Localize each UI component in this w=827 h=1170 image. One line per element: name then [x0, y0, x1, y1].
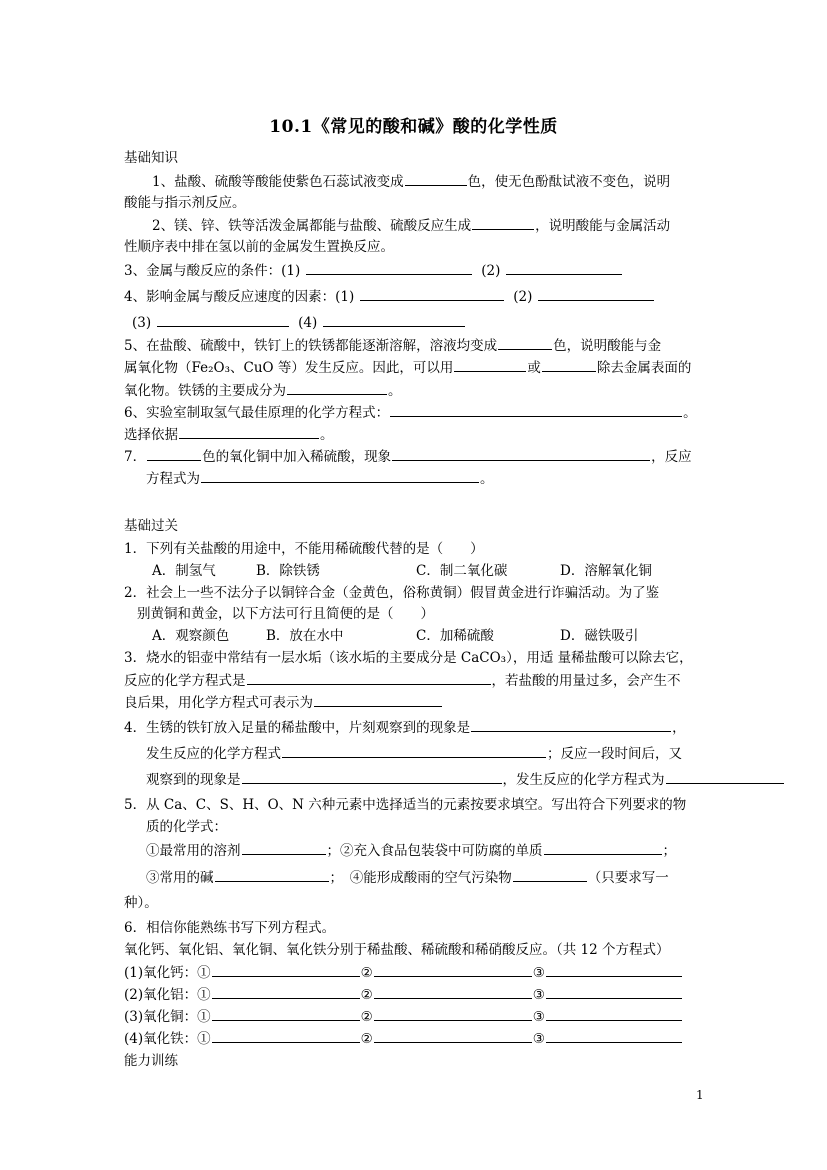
bp3-text-b: 反应的化学方程式是 [124, 673, 246, 689]
bp4-text-c: 发生反应的化学方程式 [146, 746, 281, 762]
bp3-line1: 3．烧水的铝壶中常结有一层水垢（该水垢的主要成分是 CaCO₃），用适 量稀盐酸可以除去它， [124, 650, 693, 666]
kq2-line1 [152, 215, 670, 236]
bp6-line1: 6．相信你能熟练书写下列方程式。 [124, 920, 336, 936]
answer-blank[interactable] [538, 286, 654, 301]
bp5-text-e: ； [662, 843, 676, 859]
row-label: (4)氧化铁：① [124, 1031, 211, 1047]
circle-3: ③ [532, 1009, 545, 1025]
answer-blank[interactable] [157, 312, 289, 327]
answer-blank[interactable] [212, 962, 360, 977]
option-c[interactable]: C．制二氧化碳 [416, 563, 508, 579]
bp5-line2: 质的化学式： [146, 819, 227, 835]
answer-blank[interactable] [374, 984, 532, 999]
kq7-text-e: 。 [480, 471, 494, 487]
answer-blank[interactable] [247, 670, 491, 685]
answer-blank[interactable] [314, 692, 442, 707]
page-title: 10.1《常见的酸和碱》酸的化学性质 [269, 117, 558, 137]
answer-blank[interactable] [498, 335, 552, 350]
kq7-text-c: ，反应 [651, 449, 692, 465]
answer-blank[interactable] [282, 743, 546, 758]
answer-blank[interactable] [546, 984, 682, 999]
kq7-line2 [146, 468, 494, 489]
equation-row-cao [124, 962, 683, 983]
bp4-text-a: 4．生锈的铁钉放入足量的稀盐酸中，片刻观察到的现象是 [124, 720, 471, 736]
kq3-line [124, 260, 623, 281]
answer-blank[interactable] [374, 1006, 532, 1021]
kq2-line2: 性顺序表中排在氢以前的金属发生置换反应。 [124, 239, 394, 255]
equation-row-cuo [124, 1006, 683, 1027]
circle-3: ③ [532, 965, 545, 981]
bp1-options [152, 561, 652, 581]
circle-2: ② [360, 965, 373, 981]
kq3-text-b: (2) [481, 263, 501, 279]
kq1-line2: 酸能与指示剂反应。 [124, 195, 246, 211]
bp4-line1 [124, 717, 686, 738]
answer-blank[interactable] [542, 357, 596, 372]
circle-3: ③ [532, 987, 545, 1003]
answer-blank[interactable] [506, 260, 622, 275]
bp2-line1: 2．社会上一些不法分子以铜锌合金（金黄色，俗称黄铜）假冒黄金进行诈骗活动。为了鉴 [124, 585, 660, 601]
bp5-text-h: （只要求写一 [587, 870, 669, 886]
answer-blank[interactable] [546, 962, 682, 977]
answer-blank[interactable] [374, 962, 532, 977]
bp2-options [152, 626, 638, 646]
kq2-text-a: 2、镁、锌、铁等活泼金属都能与盐酸、硫酸反应生成 [152, 218, 472, 234]
equation-row-fe2o3 [124, 1028, 683, 1049]
bp4-text-f: ，发生反应的化学方程式为 [502, 772, 665, 788]
answer-blank[interactable] [212, 1006, 360, 1021]
answer-blank[interactable] [546, 1028, 682, 1043]
kq7-text-b: 色的氧化铜中加入稀硫酸，现象 [202, 449, 392, 465]
answer-blank[interactable] [242, 840, 326, 855]
circle-3: ③ [532, 1031, 545, 1047]
answer-blank[interactable] [212, 984, 360, 999]
answer-blank[interactable] [513, 867, 587, 882]
answer-blank[interactable] [323, 312, 465, 327]
bp4-line2 [146, 743, 682, 764]
section-heading-ability: 能力训练 [124, 1053, 178, 1069]
option-a[interactable]: A．制氢气 [152, 563, 216, 579]
kq6-text-a: 6、实验室制取氢气最佳原理的化学方程式： [124, 405, 390, 421]
kq5-text-g: 。 [388, 383, 402, 399]
bp5-text-f: ③常用的碱 [146, 870, 214, 886]
answer-blank[interactable] [546, 1006, 682, 1021]
circle-2: ② [360, 1031, 373, 1047]
kq5-text-c: 属氧化物（Fe₂O₃、CuO 等）发生反应。因此，可以用 [124, 360, 454, 376]
bp4-text-e: 观察到的现象是 [146, 772, 241, 788]
kq2-text-b: ，说明酸能与金属活动 [535, 218, 671, 234]
row-label: (3)氧化铜：① [124, 1009, 211, 1025]
equation-row-al2o3 [124, 984, 683, 1005]
answer-blank[interactable] [471, 717, 671, 732]
answer-blank[interactable] [392, 446, 650, 461]
kq5-line1 [124, 335, 661, 356]
kq5-text-e: 除去金属表面的 [596, 360, 692, 376]
kq5-line2 [124, 357, 691, 378]
bp5-line3 [146, 840, 676, 861]
bp1-question: 1．下列有关盐酸的用途中，不能用稀硫酸代替的是（ ） [124, 541, 484, 557]
kq4-text-c: (3) [132, 315, 152, 331]
bp3-line2 [124, 670, 681, 691]
bp4-text-b: ， [672, 720, 686, 736]
option-d[interactable]: D．溶解氧化铜 [560, 563, 652, 579]
kq6-text-b: 。 [683, 405, 697, 421]
answer-blank[interactable] [374, 1028, 532, 1043]
bp5-line5: 种）。 [124, 895, 158, 911]
answer-blank[interactable] [147, 446, 201, 461]
kq5-line3 [124, 380, 402, 401]
option-b[interactable]: B．除铁锈 [256, 563, 320, 579]
bp5-line1: 5．从 Ca、C、S、H、O、N 六种元素中选择适当的元素按要求填空。写出符合下列要求的物 [124, 797, 687, 813]
kq5-text-b: 色，说明酸能与金 [553, 338, 662, 354]
answer-blank[interactable] [306, 260, 472, 275]
bp4-text-d: ；反应一段时间后，又 [547, 746, 682, 762]
kq7-line1 [124, 446, 692, 467]
answer-blank[interactable] [212, 1028, 360, 1043]
kq6-line2 [124, 424, 334, 445]
answer-blank[interactable] [215, 867, 329, 882]
bp5-text-c: ①最常用的溶剂 [146, 843, 241, 859]
page-number: 1 [696, 1088, 704, 1102]
answer-blank[interactable] [242, 769, 502, 784]
row-label: (2)氧化铝：① [124, 987, 211, 1003]
kq4-text-d: (4) [298, 315, 318, 331]
section-heading-basic-pass: 基础过关 [124, 518, 178, 534]
answer-blank[interactable] [390, 402, 682, 417]
kq3-text-a: 3、金属与酸反应的条件：(1) [124, 263, 301, 279]
answer-blank[interactable] [544, 840, 662, 855]
kq4-line1 [124, 286, 655, 307]
answer-blank[interactable] [360, 286, 504, 301]
kq7-text-d: 方程式为 [146, 471, 200, 487]
kq7-text-a: 7． [124, 449, 147, 465]
bp2-line2: 别黄铜和黄金，以下方法可行且简便的是（ ） [137, 606, 434, 622]
kq1-text-b: 色，使无色酚酞试液不变色，说明 [467, 174, 671, 190]
answer-blank[interactable] [405, 171, 467, 186]
circle-2: ② [360, 1009, 373, 1025]
option-d[interactable]: D．磁铁吸引 [560, 628, 639, 644]
option-a[interactable]: A．观察颜色 [152, 628, 230, 644]
bp3-text-d: 良后果，用化学方程式可表示为 [124, 695, 313, 711]
kq5-text-f: 氧化物。铁锈的主要成分为 [124, 383, 286, 399]
bp5-text-g: ； ④能形成酸雨的空气污染物 [329, 870, 512, 886]
bp5-text-d: ；②充入食品包装袋中可防腐的单质 [326, 843, 543, 859]
answer-blank[interactable] [666, 769, 784, 784]
circle-2: ② [360, 987, 373, 1003]
answer-blank[interactable] [201, 468, 479, 483]
section-heading-basic-knowledge: 基础知识 [124, 150, 178, 166]
kq4-text-a: 4、影响金属与酸反应速度的因素：(1) [124, 289, 355, 305]
answer-blank[interactable] [287, 380, 387, 395]
bp6-line2: 氧化钙、氧化铝、氧化铜、氧化铁分别于稀盐酸、稀硫酸和稀硝酸反应。（共 12 个方程式） [124, 942, 670, 958]
kq4-text-b: (2) [513, 289, 533, 305]
kq5-text-d: 或 [527, 360, 541, 376]
kq6-text-c: 选择依据 [124, 427, 178, 443]
answer-blank[interactable] [179, 424, 319, 439]
kq1-text-a: 1、盐酸、硫酸等酸能使紫色石蕊试液变成 [152, 174, 404, 190]
option-b[interactable]: B．放在水中 [266, 628, 344, 644]
bp3-line3 [124, 692, 443, 713]
kq5-text-a: 5、在盐酸、硫酸中，铁钉上的铁锈都能逐渐溶解，溶液均变成 [124, 338, 498, 354]
row-label: (1)氧化钙：① [124, 965, 211, 981]
kq6-line1 [124, 402, 697, 423]
answer-blank[interactable] [472, 215, 534, 230]
answer-blank[interactable] [454, 357, 526, 372]
bp5-line4 [146, 867, 669, 888]
kq1-line1 [152, 171, 670, 192]
bp3-text-c: ，若盐酸的用量过多，会产生不 [491, 673, 681, 689]
bp4-line3 [146, 769, 785, 790]
kq4-line2 [132, 312, 466, 333]
option-c[interactable]: C．加稀硫酸 [416, 628, 494, 644]
kq6-text-d: 。 [320, 427, 334, 443]
